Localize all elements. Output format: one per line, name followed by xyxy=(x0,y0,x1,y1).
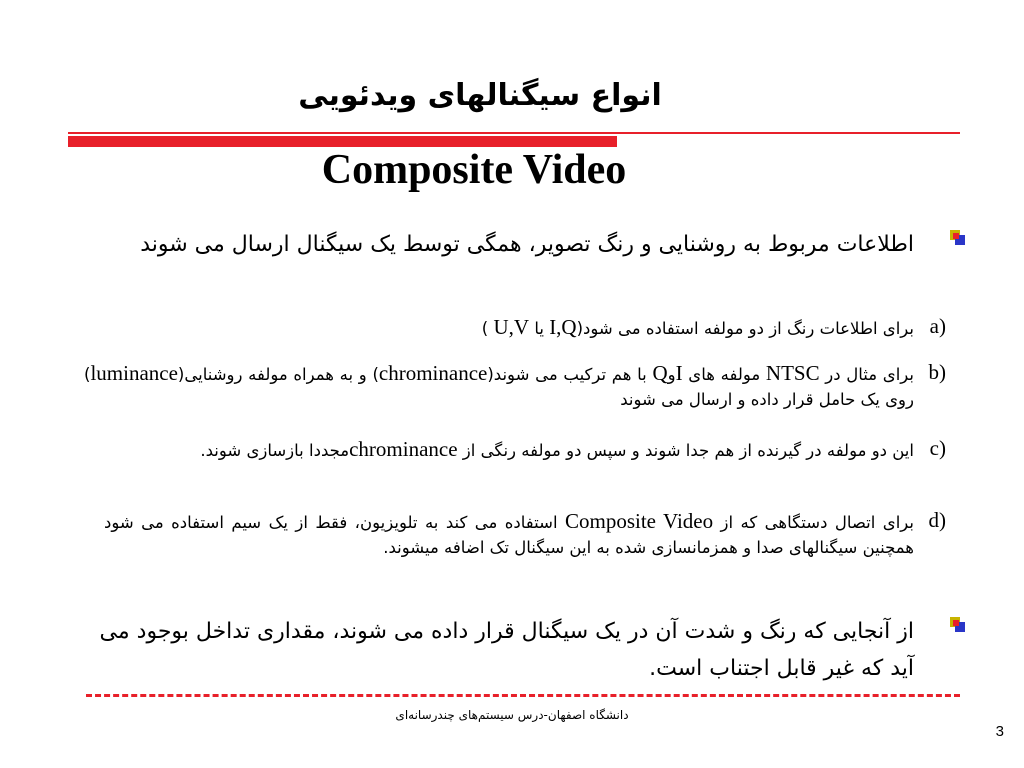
slide-title-persian: انواع سیگنالهای ویدئویی xyxy=(298,78,662,113)
item-marker-c: c) xyxy=(929,436,946,460)
bullet-square-icon xyxy=(950,617,966,633)
footer-text: دانشگاه اصفهان-درس سیستم‌های چندرسانه‌ای xyxy=(395,708,629,722)
item-b-text: برای مثال در NTSC مولفه های IوQ با هم ترکیب می شوند(chrominance) و به همراه مولفه روشنایی(luminance) روی یک حامل قرار داده و ارسال می شوند xyxy=(84,361,914,409)
item-a-text: برای اطلاعات رنگ از دو مولفه استفاده می شود(I,Q یا U,V ) xyxy=(481,315,914,339)
item-marker-b: b) xyxy=(928,360,946,384)
item-marker-a: a) xyxy=(929,314,946,338)
title-underline-thin xyxy=(68,132,960,134)
item-marker-d: d) xyxy=(928,508,946,532)
page-number: 3 xyxy=(995,723,1004,740)
item-d-text: برای اتصال دستگاهی که از Composite Video استفاده می کند به تلویزیون، فقط از یک سیم استفاده می شود همچنین سیگنالهای صدا و همزمانسازی شده به این سیگنال تک اضافه میشوند. xyxy=(104,509,914,557)
bullet-text-2: از آنجایی که رنگ و شدت آن در یک سیگنال قرار داده می شوند، مقداری تداخل بوجود می آید که غیر قابل اجتناب است. xyxy=(99,619,914,681)
footer-dashed-divider xyxy=(86,694,960,697)
item-c-text: این دو مولفه در گیرنده از هم جدا شوند و سپس دو مولفه رنگی از chrominanceمجددا بازسازی شوند. xyxy=(200,437,914,461)
slide-title-english: Composite Video xyxy=(321,147,627,193)
bullet-square-icon xyxy=(950,230,966,246)
bullet-text-1: اطلاعات مربوط به روشنایی و رنگ تصویر، همگی توسط یک سیگنال ارسال می شوند xyxy=(140,232,914,257)
